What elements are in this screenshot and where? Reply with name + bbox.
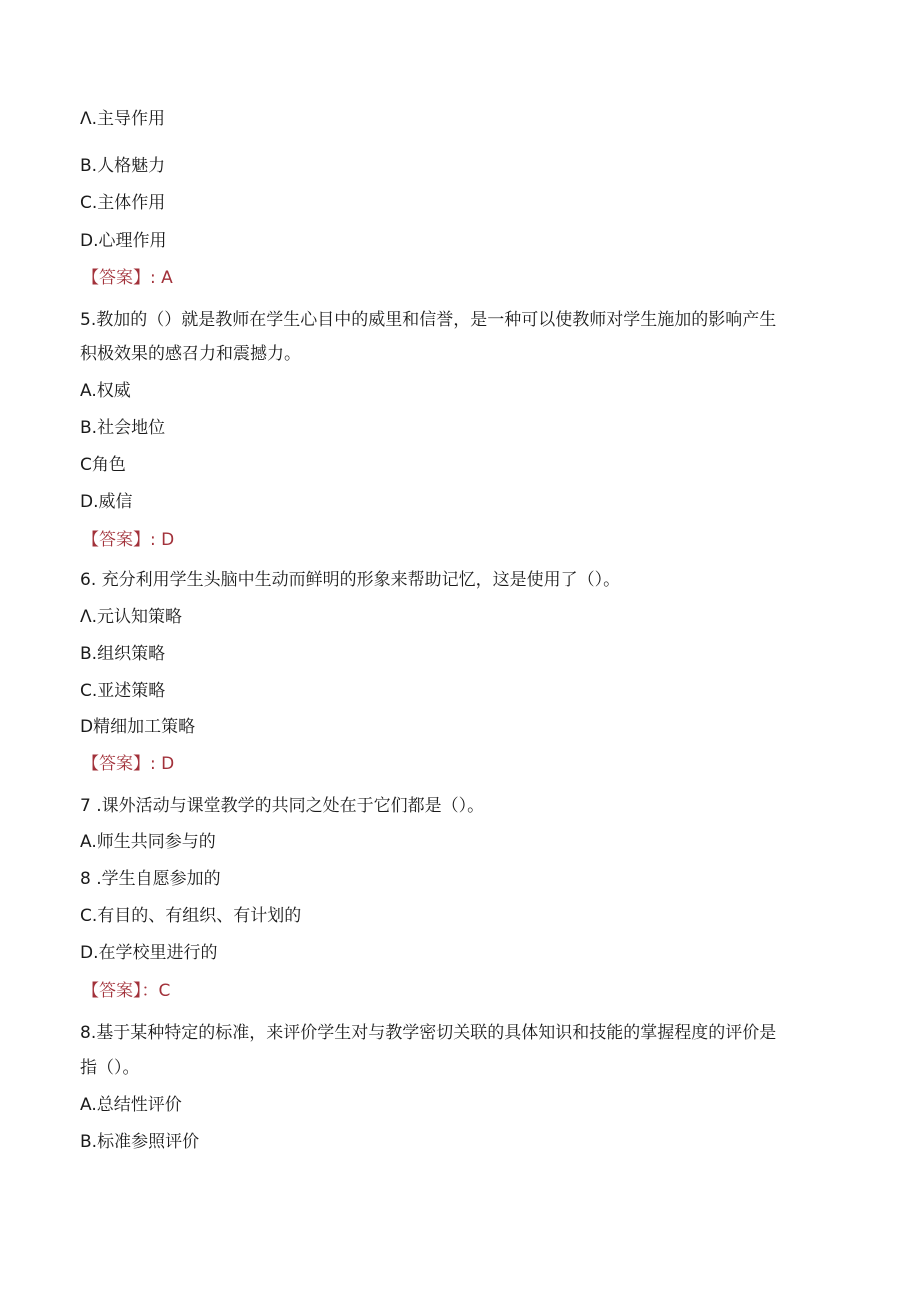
q5-stem-line1: 5.教加的（）就是教师在学生心目中的威里和信誉，是一种可以使教师对学生施加的影响产生 xyxy=(80,310,777,330)
q4-option-d: D.心理作用 xyxy=(80,231,167,251)
q7-stem: 7 .课外活动与课堂教学的共同之处在于它们都是（）。 xyxy=(80,796,485,816)
q7-option-d: D.在学校里进行的 xyxy=(80,943,218,963)
q5-option-c: C角色 xyxy=(80,455,126,475)
q7-option-b: 8 .学生自愿参加的 xyxy=(80,869,221,889)
q5-answer: 【答案】: D xyxy=(82,530,175,550)
q7-option-c: C.有目的、有组织、有计划的 xyxy=(80,906,302,926)
q4-answer: 【答案】: A xyxy=(82,268,173,288)
q6-stem: 6. 充分利用学生头脑中生动而鲜明的形象来帮助记忆，这是使用了（）。 xyxy=(80,570,621,590)
q8-stem-line1: 8.基于某种特定的标准，来评价学生对与教学密切关联的具体知识和技能的掌握程度的评价是 xyxy=(80,1023,777,1043)
q4-option-b: B.人格魅力 xyxy=(80,156,166,176)
q8-option-a: A.总结性评价 xyxy=(80,1095,182,1115)
q6-answer: 【答案】: D xyxy=(82,754,175,774)
q6-option-a: Λ.元认知策略 xyxy=(80,607,183,627)
q7-option-a: A.师生共同参与的 xyxy=(80,832,216,852)
q8-option-b: B.标准参照评价 xyxy=(80,1132,200,1152)
q6-option-d: D精细加工策略 xyxy=(80,717,196,737)
q4-option-c: C.主体作用 xyxy=(80,193,166,213)
q6-option-c: C.亚述策略 xyxy=(80,681,166,701)
q5-option-a: A.权威 xyxy=(80,381,131,401)
q4-option-a: Λ.主导作用 xyxy=(80,109,166,129)
q7-answer: 【答案】：C xyxy=(82,981,171,1001)
q5-option-b: B.社会地位 xyxy=(80,418,166,438)
q5-stem-line2: 积极效果的感召力和震撼力。 xyxy=(80,344,301,364)
q6-option-b: B.组织策略 xyxy=(80,644,166,664)
q5-option-d: D.威信 xyxy=(80,492,133,512)
q8-stem-line2: 指（）。 xyxy=(80,1058,140,1078)
